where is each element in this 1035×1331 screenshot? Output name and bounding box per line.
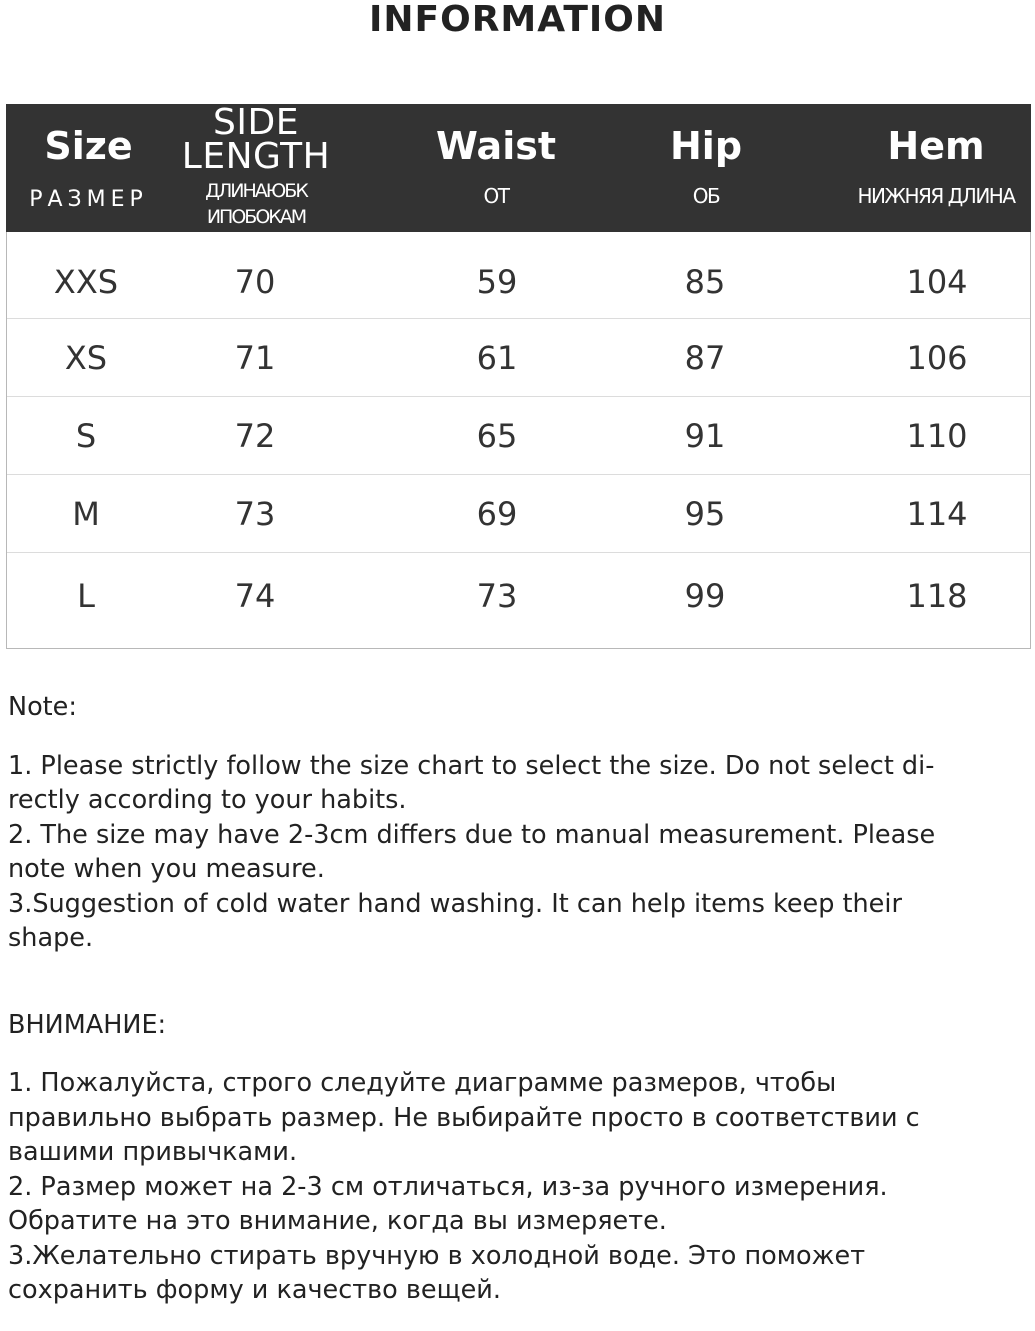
size-chart-table (6, 104, 1031, 649)
table-row (7, 474, 1030, 552)
header-hip-sublabel: ОБ (692, 184, 720, 208)
cell-hem: 110 (906, 416, 968, 455)
cell-hem: 104 (906, 263, 968, 301)
note-en-item: 1. Please strictly follow the size chart to select the size. Do not select di- rectly according to your habits. (8, 750, 935, 815)
header-hem-sublabel: НИЖНЯЯ ДЛИНА (857, 184, 1015, 208)
cell-waist: 73 (476, 576, 518, 615)
header-side-length-label: SIDE LENGTH (181, 102, 331, 177)
note-ru-item: 1. Пожалуйста, строго следуйте диаграмме размеров, чтобы правильно выбрать размер. Не выбирайте просто в соответствии с вашими привычками. (8, 1068, 920, 1167)
cell-waist: 69 (476, 494, 518, 533)
cell-size: XXS (53, 263, 119, 301)
cell-side-length: 71 (234, 338, 276, 377)
cell-hip: 99 (684, 576, 726, 615)
cell-waist: 65 (476, 416, 518, 455)
table-row (7, 396, 1030, 474)
header-hem-label: Hem (887, 124, 985, 168)
note-en-item: 2. The size may have 2-3cm differs due to manual measurement. Please note when you measure. (8, 819, 936, 884)
header-side-length-sublabel: ДЛИНАЮБК ИПОБОКАМ (205, 180, 307, 228)
cell-hip: 95 (684, 494, 726, 533)
cell-hem: 118 (906, 576, 968, 615)
table-row (7, 318, 1030, 396)
cell-size: S (75, 416, 97, 455)
notes-en-heading: Note: (8, 692, 77, 722)
cell-waist: 59 (476, 263, 518, 301)
cell-size: L (77, 576, 95, 615)
table-header (6, 104, 1031, 232)
cell-side-length: 72 (234, 416, 276, 455)
cell-hem: 114 (906, 494, 968, 533)
header-hip (611, 104, 801, 232)
cell-size: XS (64, 338, 108, 377)
header-size-label: Size (44, 124, 133, 168)
cell-hip: 91 (684, 416, 726, 455)
header-size-sublabel: РАЗМЕР (29, 187, 148, 212)
header-hip-label: Hip (669, 124, 743, 168)
table-body (7, 232, 1030, 638)
cell-hip: 87 (684, 338, 726, 377)
note-ru-item: 3.Желательно стирать вручную в холодной воде. Это поможет сохранить форму и качество вещей. (8, 1240, 866, 1305)
cell-side-length: 70 (234, 263, 276, 301)
cell-hip: 85 (684, 263, 726, 301)
cell-waist: 61 (476, 338, 518, 377)
table-row (7, 552, 1030, 638)
cell-size: M (72, 494, 100, 533)
header-waist-label: Waist (435, 124, 556, 168)
page-title: INFORMATION (368, 0, 666, 40)
header-waist (401, 104, 591, 232)
note-ru-item: 2. Размер может на 2-3 см отличаться, из-за ручного измерения. Обратите на это внимание, когда вы измеряете. (8, 1171, 888, 1236)
notes-ru-heading: ВНИМАНИЕ: (8, 1009, 167, 1040)
header-size (6, 104, 171, 232)
notes-section (8, 690, 1028, 1308)
cell-hem: 106 (906, 338, 968, 377)
cell-side-length: 73 (234, 494, 276, 533)
note-en-item: 3.Suggestion of cold water hand washing. It can help items keep their shape. (8, 888, 902, 953)
header-hem (826, 104, 1035, 232)
table-row (7, 232, 1030, 318)
header-waist-sublabel: ОТ (483, 184, 509, 208)
header-side-length (171, 104, 341, 232)
cell-side-length: 74 (234, 576, 276, 615)
